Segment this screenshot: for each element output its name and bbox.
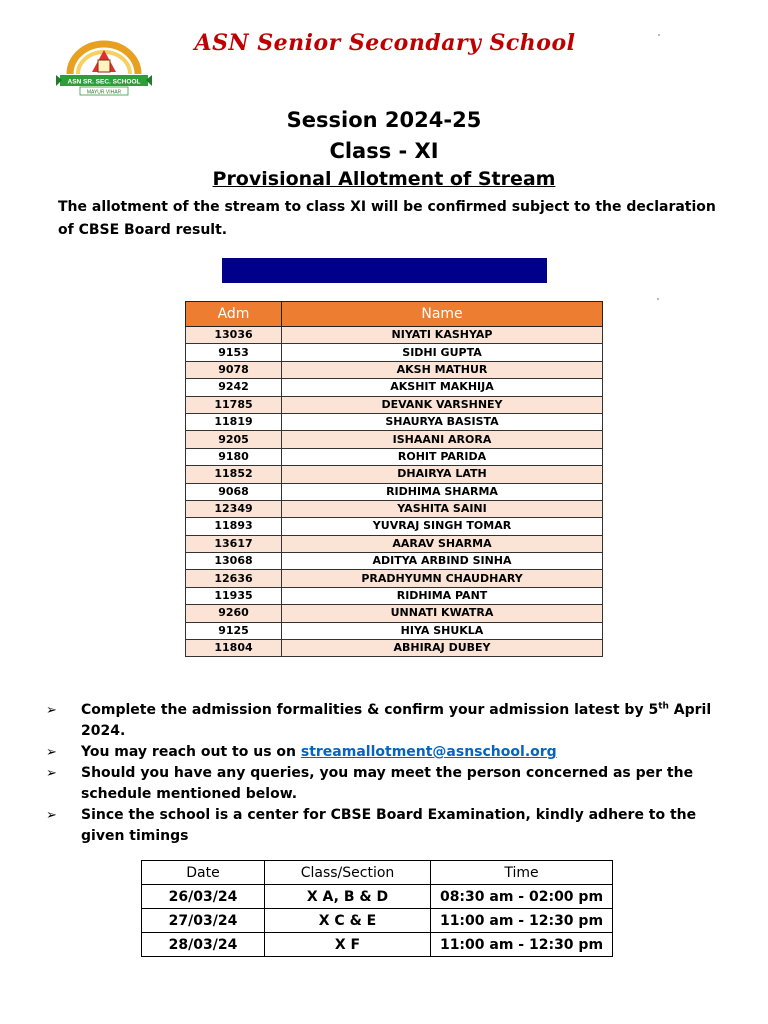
name-cell: PRADHYUMN CHAUDHARY: [282, 570, 603, 587]
note-item-deadline: [46, 700, 726, 742]
adm-cell: 9125: [186, 622, 282, 639]
name-cell: ISHAANI ARORA: [282, 431, 603, 448]
logo-text: ASN SR. SEC. SCHOOL: [67, 78, 141, 86]
time-cell: 11:00 am - 12:30 pm: [431, 909, 613, 933]
adm-cell: 12636: [186, 570, 282, 587]
table-row: [186, 535, 603, 552]
table-row: [186, 500, 603, 517]
note-deadline-text: Complete the admission formalities & confirm your admission latest by 5: [81, 702, 659, 718]
table-row: [186, 327, 603, 344]
adm-cell: 9153: [186, 344, 282, 361]
table-row: [142, 909, 613, 933]
adm-cell: 11819: [186, 413, 282, 430]
table-row: [186, 361, 603, 378]
students-table: [185, 301, 603, 657]
date-column-header: Date: [142, 861, 265, 885]
arrow-bullet-icon: ➢: [46, 745, 57, 760]
stream-name-banner: [222, 258, 547, 283]
note-item-timings: [46, 805, 726, 847]
adm-cell: 9242: [186, 379, 282, 396]
adm-cell: 9260: [186, 605, 282, 622]
ordinal-suffix: th: [658, 701, 669, 712]
adm-cell: 11893: [186, 518, 282, 535]
adm-cell: 13068: [186, 553, 282, 570]
class-section-cell: X A, B & D: [265, 885, 431, 909]
decorative-dot: [657, 298, 659, 300]
school-name-text: ASN Senior Secondary School: [194, 30, 576, 56]
note-item-contact: [46, 742, 726, 763]
name-cell: YASHITA SAINI: [282, 500, 603, 517]
adm-cell: 11785: [186, 396, 282, 413]
adm-cell: 11804: [186, 640, 282, 657]
allotment-subtitle: Provisional Allotment of Stream: [212, 168, 556, 190]
adm-cell: 9180: [186, 448, 282, 465]
name-cell: SHAURYA BASISTA: [282, 413, 603, 430]
date-cell: 26/03/24: [142, 885, 265, 909]
name-cell: SIDHI GUPTA: [282, 344, 603, 361]
table-row: [186, 605, 603, 622]
name-cell: HIYA SHUKLA: [282, 622, 603, 639]
class-section-column-header: Class/Section: [265, 861, 431, 885]
adm-cell: 9078: [186, 361, 282, 378]
adm-cell: 9068: [186, 483, 282, 500]
table-row: [186, 413, 603, 430]
note-queries-text: Should you have any queries, you may meet the person concerned as per the schedule mentioned below.: [81, 765, 694, 802]
adm-cell: 13617: [186, 535, 282, 552]
table-row: [186, 622, 603, 639]
table-row: [186, 483, 603, 500]
table-row: [186, 431, 603, 448]
arrow-bullet-icon: ➢: [46, 808, 57, 823]
name-cell: UNNATI KWATRA: [282, 605, 603, 622]
name-cell: AKSHIT MAKHIJA: [282, 379, 603, 396]
class-section-cell: X F: [265, 933, 431, 957]
class-title: Class - XI: [329, 139, 439, 163]
adm-cell: 13036: [186, 327, 282, 344]
adm-cell: 11935: [186, 587, 282, 604]
logo-subtext: MAYUR VIHAR: [86, 89, 122, 96]
table-row: [142, 933, 613, 957]
table-row: [186, 466, 603, 483]
date-cell: 28/03/24: [142, 933, 265, 957]
table-row: [186, 379, 603, 396]
table-row: [142, 885, 613, 909]
time-column-header: Time: [431, 861, 613, 885]
school-name: [0, 30, 768, 56]
name-cell: RIDHIMA PANT: [282, 587, 603, 604]
date-cell: 27/03/24: [142, 909, 265, 933]
intro-paragraph: The allotment of the stream to class XI will be confirmed subject to the declaration of CBSE Board result.: [58, 199, 716, 238]
name-cell: AKSH MATHUR: [282, 361, 603, 378]
table-row: [186, 344, 603, 361]
table-row: [186, 396, 603, 413]
students-table-header: [186, 302, 603, 327]
name-cell: RIDHIMA SHARMA: [282, 483, 603, 500]
adm-cell: 12349: [186, 500, 282, 517]
name-cell: ABHIRAJ DUBEY: [282, 640, 603, 657]
table-row: [186, 640, 603, 657]
schedule-table-header: [142, 861, 613, 885]
name-cell: YUVRAJ SINGH TOMAR: [282, 518, 603, 535]
table-row: [186, 553, 603, 570]
table-row: [186, 448, 603, 465]
name-cell: NIYATI KASHYAP: [282, 327, 603, 344]
arrow-bullet-icon: ➢: [46, 703, 57, 718]
arrow-bullet-icon: ➢: [46, 766, 57, 781]
time-cell: 08:30 am - 02:00 pm: [431, 885, 613, 909]
note-item-queries: [46, 763, 726, 805]
note-deadline-text-end: April 2024.: [81, 702, 712, 739]
name-cell: DHAIRYA LATH: [282, 466, 603, 483]
decorative-dot: [658, 34, 660, 36]
name-cell: AARAV SHARMA: [282, 535, 603, 552]
table-row: [186, 518, 603, 535]
table-row: [186, 587, 603, 604]
class-section-cell: X C & E: [265, 909, 431, 933]
schedule-table: [141, 860, 613, 957]
adm-column-header: Adm: [186, 302, 282, 327]
name-cell: ROHIT PARIDA: [282, 448, 603, 465]
note-timings-text: Since the school is a center for CBSE Board Examination, kindly adhere to the given timings: [81, 807, 697, 844]
email-link[interactable]: streamallotment@asnschool.org: [300, 744, 557, 760]
time-cell: 11:00 am - 12:30 pm: [431, 933, 613, 957]
name-cell: ADITYA ARBIND SINHA: [282, 553, 603, 570]
adm-cell: 11852: [186, 466, 282, 483]
table-row: [186, 570, 603, 587]
notes-list: [46, 700, 726, 847]
session-title: Session 2024-25: [286, 108, 482, 132]
name-cell: DEVANK VARSHNEY: [282, 396, 603, 413]
adm-cell: 9205: [186, 431, 282, 448]
note-contact-text: You may reach out to us on: [81, 744, 301, 760]
name-column-header: Name: [282, 302, 603, 327]
